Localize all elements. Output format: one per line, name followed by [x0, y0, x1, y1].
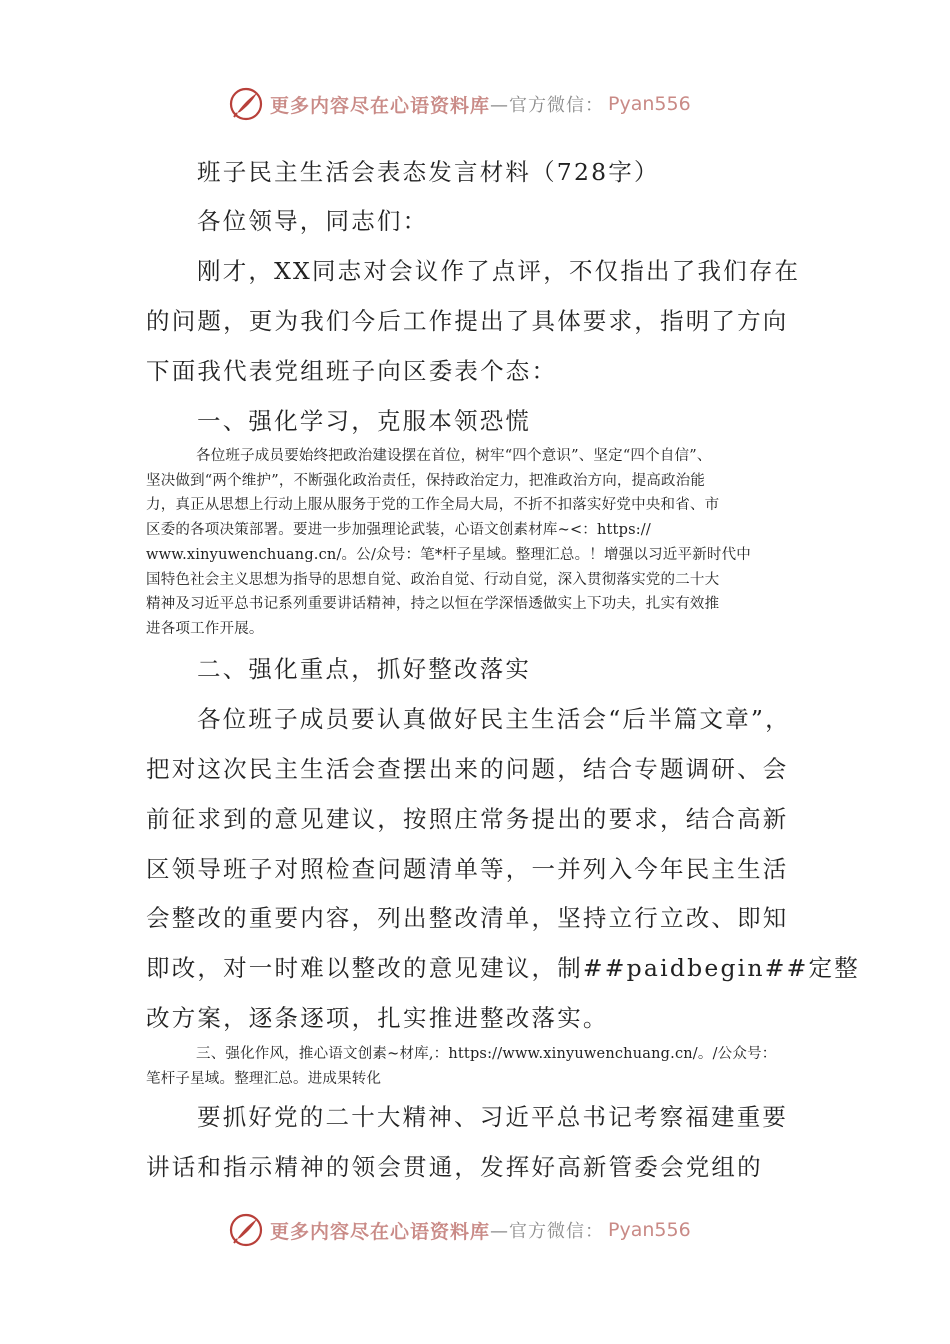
doc-title: 班子民主生活会表态发言材料（728字） — [197, 158, 660, 186]
text-line: 坚决做到“两个维护”，不断强化政治责任，保持政治定力，把准政治方向，提高政治能 — [146, 472, 706, 489]
text-line: 力，真正从思想上行动上服从服务于党的工作全局大局，不折不扣落实好党中央和省、市 — [146, 497, 720, 514]
section2-line: 把对这次民主生活会查摆出来的问题，结合专题调研、会 — [146, 755, 789, 783]
section3-heading — [146, 1042, 818, 1091]
text-line: 区委的各项决策部署。要进一步加强理论武装，心语文创素材库~<：https:// — [146, 522, 651, 539]
section2-line: 即改，对一时难以整改的意见建议，制##paidbegin##定整 — [146, 954, 860, 982]
banner-wechat-id: Pyan556 — [608, 93, 691, 115]
text-line: 笔杆子星域。整理汇总。进成果转化 — [146, 1070, 382, 1087]
text-line: 精神及习近平总书记系列重要讲话精神，持之以恒在学深悟透做实上下功夫，扎实有效推 — [146, 596, 720, 613]
banner-wechat-id: Pyan556 — [608, 1219, 691, 1241]
banner-main-text: 更多内容尽在心语资料库 — [270, 1220, 491, 1243]
section1-body — [146, 444, 818, 642]
section2-line: 会整改的重要内容，列出整改清单，坚持立行立改、即知 — [146, 904, 789, 932]
section2-line: 前征求到的意见建议，按照庄常务提出的要求，结合高新 — [146, 805, 789, 833]
text-line: 三、强化作风，推心语文创素~材库,：https://www.xinyuwenchuang.cn/。/公众号： — [196, 1046, 777, 1062]
text-line: www.xinyuwenchuang.cn/。公/众号：笔*杆子星域。整理汇总。！增强以习近平新时代中 — [146, 546, 751, 563]
header-banner — [228, 84, 691, 124]
intro-line: 刚才，XX同志对会议作了点评，不仅指出了我们存在 — [197, 257, 801, 285]
section1-heading: 一、强化学习，克服本领恐慌 — [197, 407, 532, 435]
section2-line: 改方案，逐条逐项，扎实推进整改落实。 — [146, 1004, 609, 1032]
section3-line: 要抓好党的二十大精神、习近平总书记考察福建重要 — [197, 1103, 789, 1131]
quill-seal-icon — [228, 1212, 264, 1248]
text-line: 国特色社会主义思想为指导的思想自觉、政治自觉、行动自觉，深入贯彻落实党的二十大 — [146, 571, 720, 588]
intro-line: 的问题，更为我们今后工作提出了具体要求，指明了方向 — [146, 307, 789, 335]
banner-sub-text: —官方微信： — [490, 1221, 605, 1242]
section2-line: 区领导班子对照检查问题清单等，一并列入今年民主生活 — [146, 855, 789, 883]
text-line: 进各项工作开展。 — [146, 620, 264, 637]
intro-line: 下面我代表党组班子向区委表个态： — [146, 357, 558, 385]
section3-line: 讲话和指示精神的领会贯通，发挥好高新管委会党组的 — [146, 1153, 763, 1181]
footer-banner — [228, 1210, 691, 1250]
greeting: 各位领导，同志们： — [197, 207, 429, 235]
quill-seal-icon — [228, 86, 264, 122]
banner-sub-text: —官方微信： — [490, 95, 605, 116]
banner-main-text: 更多内容尽在心语资料库 — [270, 94, 491, 117]
section2-heading: 二、强化重点，抓好整改落实 — [197, 655, 532, 683]
text-line: 各位班子成员要始终把政治建设摆在首位，树牢“四个意识”、坚定“四个自信”、 — [196, 448, 712, 464]
section2-line: 各位班子成员要认真做好民主生活会“后半篇文章”， — [197, 705, 791, 733]
